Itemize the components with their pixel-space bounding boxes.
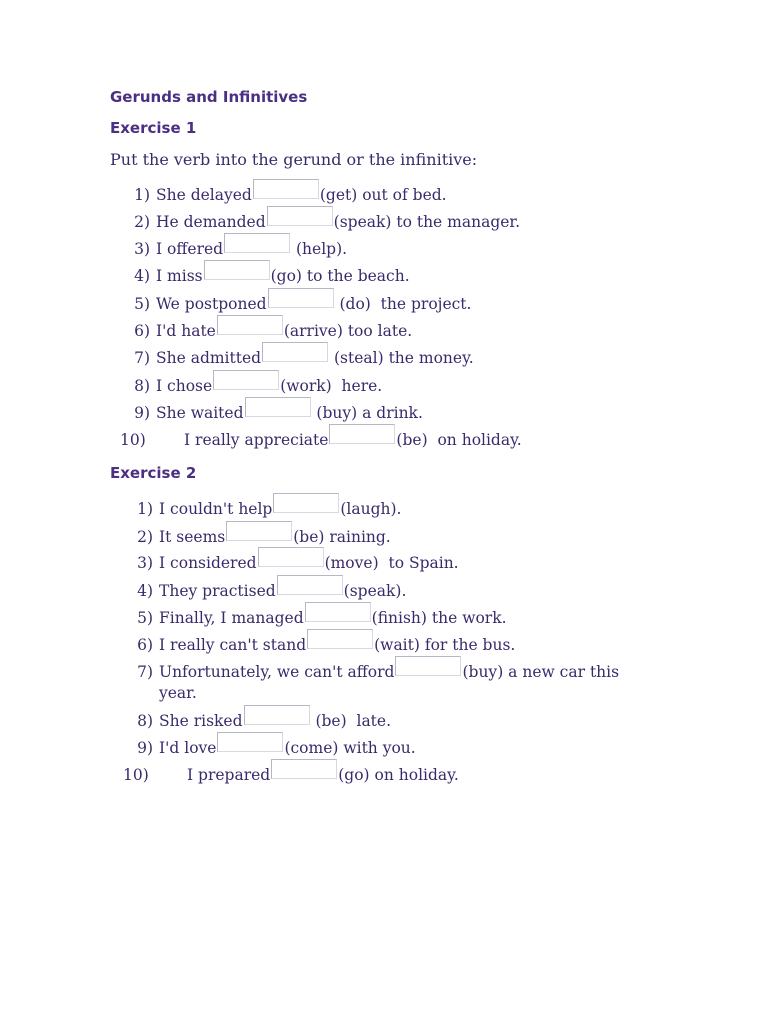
item-number: 4) [137,582,153,600]
item-number: 4) [134,267,150,285]
sentence-start: I miss [156,267,203,285]
sentence-start: Unfortunately, we can't afford [159,663,395,681]
item-number: 2) [134,213,150,231]
sentence-end: (help). [291,240,348,258]
answer-box[interactable] [277,575,343,595]
answer-box[interactable] [258,547,324,567]
answer-box[interactable] [329,424,395,444]
sentence-start: I chose [156,377,213,395]
exercise-item [132,348,474,368]
sentence-start: I'd love [159,739,217,757]
sentence-end: (speak) to the manager. [333,213,521,231]
answer-box[interactable] [224,233,290,253]
sentence-end: (steal) the money. [329,349,474,367]
sentence-end: (go) to the beach. [270,267,410,285]
item-number: 7) [134,349,150,367]
item-number: 10) [123,766,149,784]
exercise-item [135,553,459,573]
exercise-item [120,430,522,450]
sentence-end: (buy) a drink. [311,404,423,422]
item-number: 9) [137,739,153,757]
sentence-start: I prepared [187,766,271,784]
sentence-end: (speak). [343,582,407,600]
sentence-end: (come) with you. [284,739,416,757]
sentence-end: (do) the project. [334,295,472,313]
exercise-item [135,499,401,519]
answer-box[interactable] [268,288,334,308]
sentence-start: She risked [159,712,243,730]
exercise-item [135,527,391,547]
sentence-start: He demanded [156,213,266,231]
sentence-end: (be) late. [310,712,392,730]
sentence-end: (be) raining. [293,528,391,546]
answer-box[interactable] [253,179,319,199]
item-number: 6) [137,636,153,654]
item-number: 9) [134,404,150,422]
page-title: Gerunds and Infinitives [110,88,308,106]
item-number: 5) [134,295,150,313]
sentence-end: (move) to Spain. [324,554,459,572]
exercise-item [132,239,347,259]
exercise-item [135,608,507,628]
exercise-item [135,711,391,731]
sentence-end: (finish) the work. [371,609,507,627]
exercise-item [135,738,416,758]
sentence-start: I really appreciate [184,431,329,449]
exercise-item [132,266,410,286]
item-number: 10) [120,431,146,449]
answer-box[interactable] [305,602,371,622]
answer-box[interactable] [217,732,283,752]
exercise-1-heading: Exercise 1 [110,119,197,137]
sentence-end: (go) on holiday. [338,766,459,784]
answer-box[interactable] [273,493,339,513]
sentence-start: I really can't stand [159,636,307,654]
sentence-end: (be) on holiday. [396,431,522,449]
answer-box[interactable] [262,342,328,362]
sentence-start: She waited [156,404,244,422]
exercise-item [135,635,515,655]
exercise-item [135,581,406,601]
sentence-start: We postponed [156,295,267,313]
item-number: 5) [137,609,153,627]
sentence-continuation: year. [159,684,197,702]
answer-box[interactable] [245,397,311,417]
exercise-item [132,212,520,232]
sentence-end: (laugh). [340,500,402,518]
answer-box[interactable] [244,705,310,725]
item-number: 3) [134,240,150,258]
sentence-start: Finally, I managed [159,609,304,627]
sentence-start: They practised [159,582,276,600]
exercise-1-instruction: Put the verb into the gerund or the infinitive: [110,150,478,169]
sentence-end: (arrive) too late. [283,322,413,340]
sentence-start: I'd hate [156,322,216,340]
exercise-item [123,765,459,785]
item-number: 1) [134,186,150,204]
answer-box[interactable] [271,759,337,779]
exercise-2-heading: Exercise 2 [110,464,197,482]
exercise-item [132,294,471,314]
sentence-end: (get) out of bed. [319,186,447,204]
item-number: 8) [134,377,150,395]
answer-box[interactable] [204,260,270,280]
answer-box[interactable] [226,521,292,541]
sentence-start: She delayed [156,186,252,204]
sentence-start: I offered [156,240,224,258]
answer-box[interactable] [307,629,373,649]
item-number: 3) [137,554,153,572]
item-number: 7) [137,663,153,681]
exercise-item [132,321,412,341]
sentence-start: It seems [159,528,226,546]
sentence-end: (work) here. [280,377,383,395]
answer-box[interactable] [395,656,461,676]
exercise-item [132,185,447,205]
exercise-item [132,376,382,396]
item-number: 1) [137,500,153,518]
answer-box[interactable] [213,370,279,390]
exercise-item [135,662,619,682]
answer-box[interactable] [267,206,333,226]
answer-box[interactable] [217,315,283,335]
sentence-end: (buy) a new car this [462,663,620,681]
sentence-start: She admitted [156,349,262,367]
exercise-item [132,403,423,423]
sentence-start: I considered [159,554,257,572]
item-number: 8) [137,712,153,730]
item-number: 6) [134,322,150,340]
sentence-start: I couldn't help [159,500,273,518]
sentence-end: (wait) for the bus. [374,636,516,654]
item-number: 2) [137,528,153,546]
